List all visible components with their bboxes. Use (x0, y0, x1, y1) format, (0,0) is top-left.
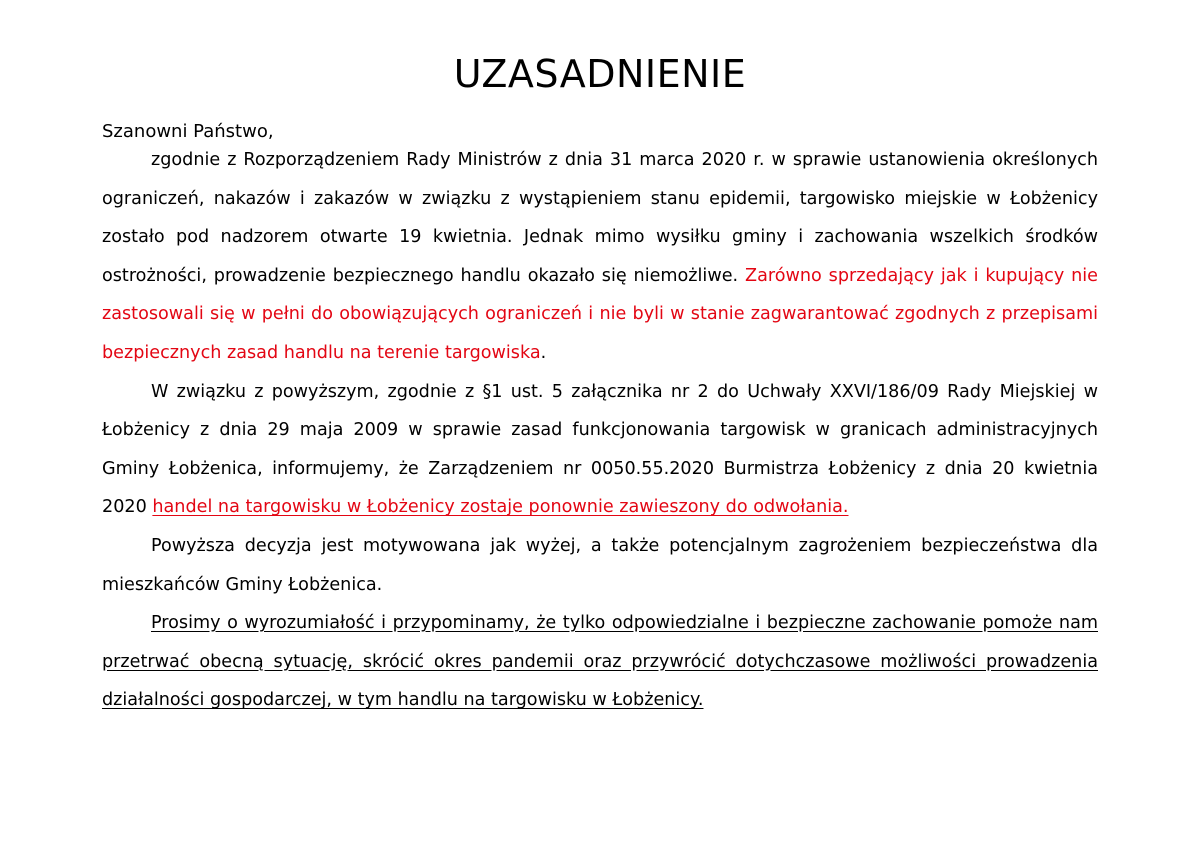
paragraph-4 (102, 604, 1098, 720)
paragraph-1-red-text: Zarówno sprzedający jak i kupujący nie zastosowali się w pełni do obowiązujących ograniczeń i nie byli w stanie zagwarantować zgodnych z przepisami bezpiecznych zasad handlu na terenie targowiska (102, 265, 1098, 363)
paragraph-2-red-underlined-text: handel na targowisku w Łobżenicy zostaje ponownie zawieszony do odwołania. (152, 497, 849, 518)
paragraph-1 (102, 141, 1098, 373)
paragraph-1-end: . (540, 342, 547, 363)
paragraph-1-text: zgodnie z Rozporządzeniem Rady Ministrów z dnia 31 marca 2020 r. w sprawie ustanowienia określonych ograniczeń, nakazów i zakazów w związku z wystąpieniem stanu epidemii, targowisko miejskie w Łobżenicy zostało pod nadzorem otwarte 19 kwietnia. Jednak mimo wysiłku gminy i zachowania wszelkich środków ostrożności, prowadzenie bezpiecznego handlu okazało się niemożliwe. (102, 150, 1098, 286)
paragraph-2 (102, 373, 1098, 527)
document-page (102, 46, 1098, 720)
paragraph-4-underlined-text: Prosimy o wyrozumiałość i przypominamy, że tylko odpowiedzialne i bezpieczne zachowanie pomoże nam przetrwać obecną sytuację, skrócić okres pandemii oraz przywrócić dotychczasowe możliwości prowadzenia działalności gospodarczej, w tym handlu na targowisku w Łobżenicy. (102, 613, 1098, 711)
document-title: UZASADNIENIE (453, 52, 747, 96)
paragraph-2-text: W związku z powyższym, zgodnie z §1 ust. 5 załącznika nr 2 do Uchwały XXVI/186/09 Rady Miejskiej w Łobżenicy z dnia 29 maja 2009 w sprawie zasad funkcjonowania targowisk w granicach administracyjnych Gminy Łobżenica, informujemy, że Zarządzeniem nr 0050.55.2020 Burmistrza Łobżenicy z dnia 20 kwietnia 2020 (102, 381, 1098, 518)
paragraph-3 (102, 527, 1098, 604)
paragraph-3-text: Powyższa decyzja jest motywowana jak wyżej, a także potencjalnym zagrożeniem bezpieczeństwa dla mieszkańców Gminy Łobżenica. (102, 535, 1098, 595)
greeting: Szanowni Państwo, (102, 121, 274, 142)
